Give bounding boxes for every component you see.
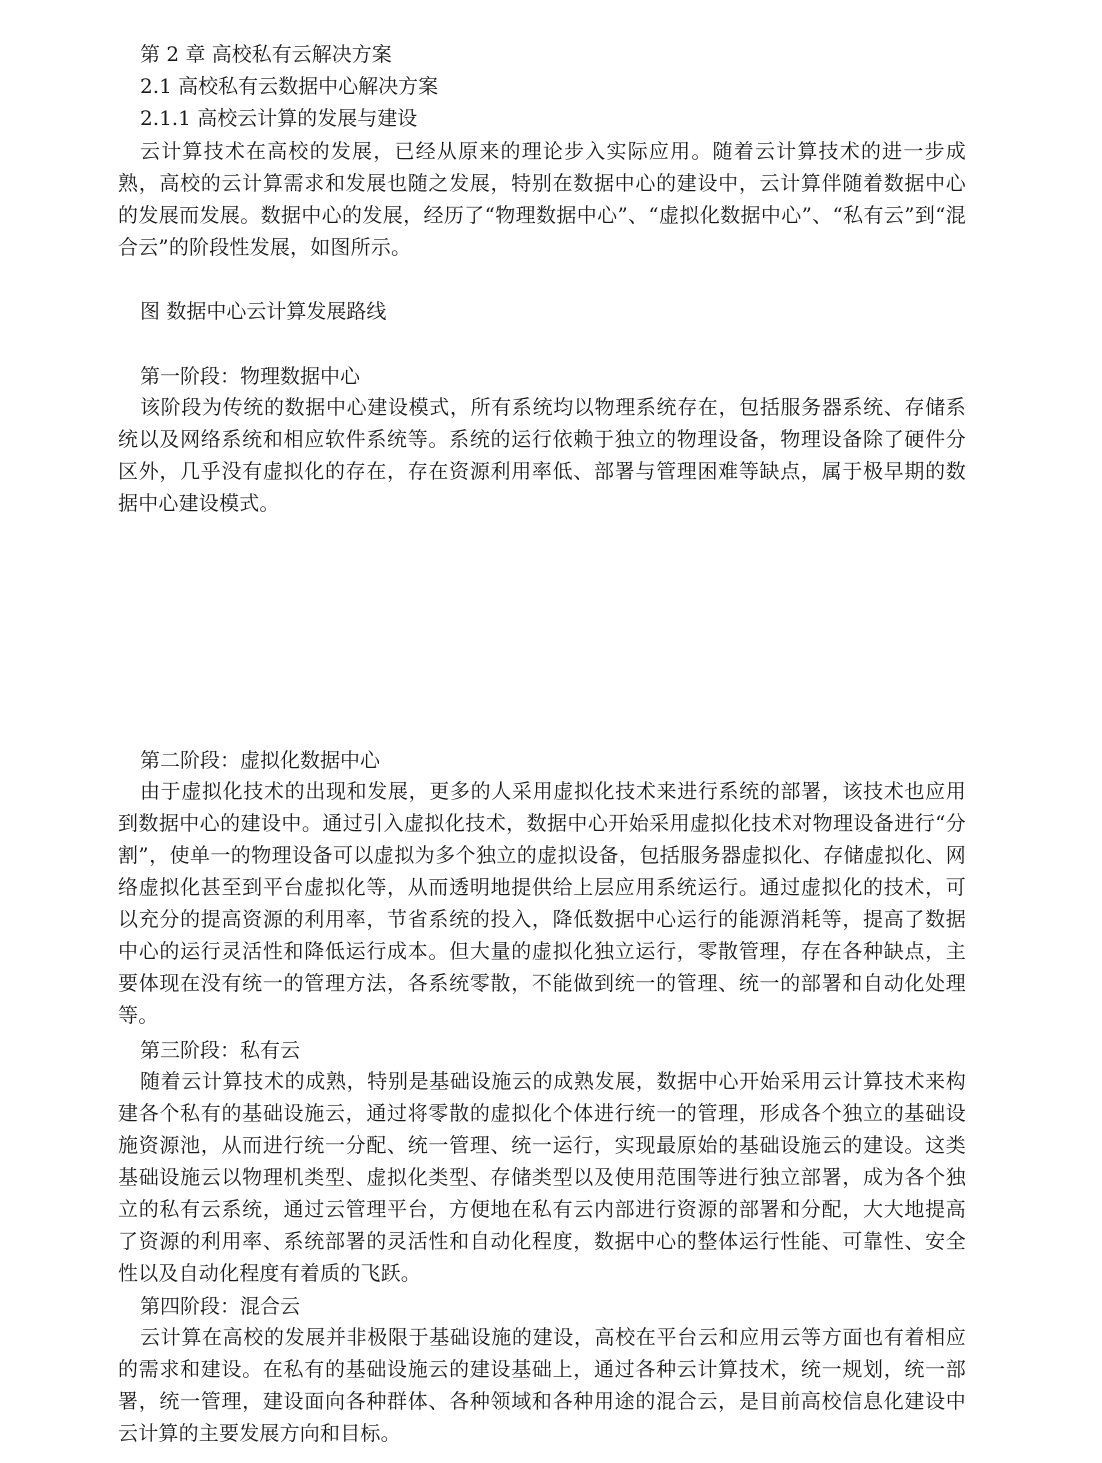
figure-caption: 图 数据中心云计算发展路线 xyxy=(140,299,387,323)
stage-1-body: 该阶段为传统的数据中心建设模式，所有系统均以物理系统存在，包括服务器系统、存储系统以及网络系统和相应软件系统等。系统的运行依赖于独立的物理设备，物理设备除了硬件分区外，几乎没有虚拟化的存在，存在资源利用率低、部署与管理困难等缺点，属于极早期的数据中心建设模式。 xyxy=(118,395,966,515)
stage-2-body: 由于虚拟化技术的出现和发展，更多的人采用虚拟化技术来进行系统的部署，该技术也应用到数据中心的建设中。通过引入虚拟化技术，数据中心开始采用虚拟化技术对物理设备进行“分割”，使单一的物理设备可以虚拟为多个独立的虚拟设备，包括服务器虚拟化、存储虚拟化、网络虚拟化甚至到平台虚拟化等，从而透明地提供给上层应用系统运行。通过虚拟化的技术，可以充分的提高资源的利用率，节省系统的投入，降低数据中心运行的能源消耗等，提高了数据中心的运行灵活性和降低运行成本。但大量的虚拟化独立运行，零散管理，存在各种缺点，主要体现在没有统一的管理方法，各系统零散，不能做到统一的管理、统一的部署和自动化处理等。 xyxy=(118,779,966,1027)
intro-paragraph: 云计算技术在高校的发展，已经从原来的理论步入实际应用。随着云计算技术的进一步成熟，高校的云计算需求和发展也随之发展，特别在数据中心的建设中，云计算伴随着数据中心的发展而发展。数据中心的发展，经历了“物理数据中心”、“虚拟化数据中心”、“私有云”到“混合云”的阶段性发展，如图所示。 xyxy=(118,139,966,259)
stage-3-title: 第三阶段：私有云 xyxy=(140,1038,300,1062)
stage-1-title: 第一阶段：物理数据中心 xyxy=(140,364,360,388)
stage-2-title: 第二阶段：虚拟化数据中心 xyxy=(140,748,380,772)
section-title: 2.1 高校私有云数据中心解决方案 xyxy=(140,74,439,98)
stage-3-body: 随着云计算技术的成熟，特别是基础设施云的成熟发展，数据中心开始采用云计算技术来构建各个私有的基础设施云，通过将零散的虚拟化个体进行统一的管理，形成各个独立的基础设施资源池，从而进行统一分配、统一管理、统一运行，实现最原始的基础设施云的建设。这类基础设施云以物理机类型、虚拟化类型、存储类型以及使用范围等进行独立部署，成为各个独立的私有云系统，通过云管理平台，方便地在私有云内部进行资源的部署和分配，大大地提高了资源的利用率、系统部署的灵活性和自动化程度，数据中心的整体运行性能、可靠性、安全性以及自动化程度有着质的飞跃。 xyxy=(118,1069,966,1285)
chapter-title: 第 2 章 高校私有云解决方案 xyxy=(140,42,392,66)
subsection-title: 2.1.1 高校云计算的发展与建设 xyxy=(140,106,418,130)
stage-4-title: 第四阶段：混合云 xyxy=(140,1294,300,1318)
stage-4-body: 云计算在高校的发展并非极限于基础设施的建设，高校在平台云和应用云等方面也有着相应的需求和建设。在私有的基础设施云的建设基础上，通过各种云计算技术，统一规划，统一部署，统一管理，建设面向各种群体、各种领域和各种用途的混合云，是目前高校信息化建设中云计算的主要发展方向和目标。 xyxy=(118,1325,966,1445)
